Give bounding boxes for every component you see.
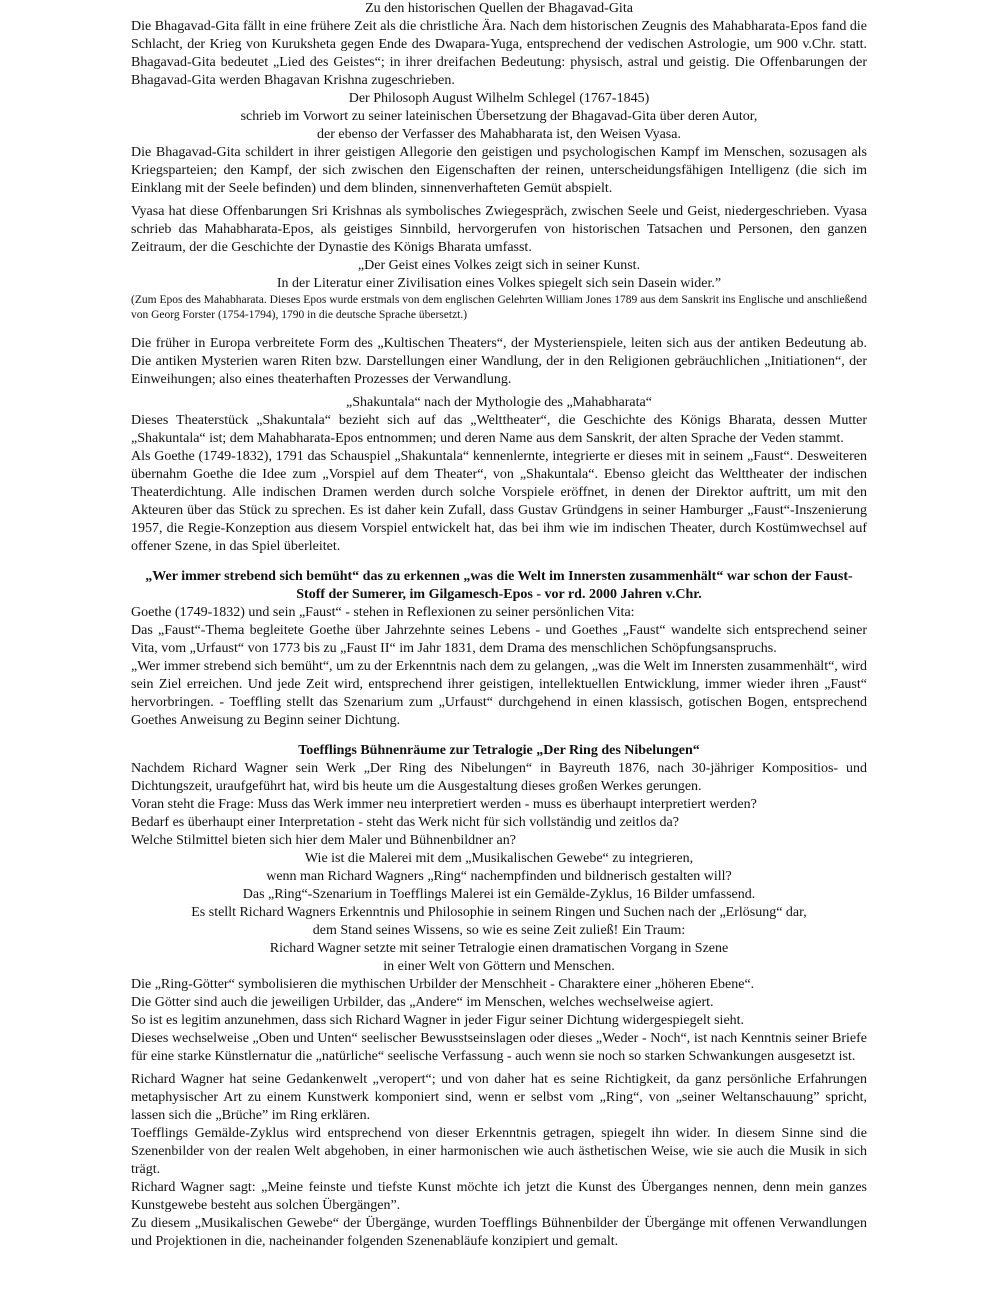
subtitle-shakuntala: „Shakuntala“ nach der Mythologie des „Mahabharata“ (346, 395, 652, 410)
centered-line: Wie ist die Malerei mit dem „Musikalischen Gewebe“ zu integrieren, (304, 851, 694, 866)
quote-line: In der Literatur einer Zivilisation eines Volkes spiegelt sich sein Dasein wider.” (276, 276, 722, 291)
quote-line: „Der Geist eines Volkes zeigt sich in seiner Kunst. (357, 258, 641, 273)
paragraph: Die Bhagavad-Gita fällt in eine frühere Zeit als die christliche Ära. Nach dem historischen Zeugnis des Mahabharata-Epos fand die Schlacht, der Krieg von Kuruksheta gegen Ende des Dwapara-Yuga, entsprechend der vedischen Astrologie, um 900 v.Chr. statt. Bhagavad-Gita bedeutet „Lied des Geistes“; in ihrer dreifachen Bedeutung: physisch, astral und geistig. Die Offenbarungen der Bhagavad-Gita werden Bhagavan Krishna zugeschrieben. (131, 19, 867, 88)
centered-line: Der Philosoph August Wilhelm Schlegel (1767-1845) (348, 91, 650, 106)
centered-line: Es stellt Richard Wagners Erkenntnis und Philosophie in seinem Ringen und Suchen nach der „Erlösung“ dar, (191, 905, 807, 920)
paragraph: Welche Stilmittel bieten sich hier dem Maler und Bühnenbildner an? (131, 833, 516, 848)
paragraph: Zu diesem „Musikalischen Gewebe“ der Übergänge, wurden Toefflings Bühnenbilder der Übergänge mit offenen Verwandlungen und Projektionen in die, nacheinander folgenden Szenenabläufe konzipiert und gemalt. (131, 1216, 867, 1249)
paragraph: Richard Wagner sagt: „Meine feinste und tiefste Kunst möchte ich jetzt die Kunst des Überganges nennen, denn mein ganzes Kunstgewebe besteht aus solchen Übergängen”. (131, 1180, 867, 1213)
paragraph: So ist es legitim anzunehmen, dass sich Richard Wagner in jeder Figur seiner Dichtung widergespiegelt sieht. (131, 1013, 745, 1028)
section-title-bhagavad-gita: Zu den historischen Quellen der Bhagavad-Gita (365, 1, 633, 16)
paragraph: Das „Faust“-Thema begleitete Goethe über Jahrzehnte seines Lebens - und Goethes „Faust“ wandelte sich entsprechend seiner Vita, vom „Urfaust“ von 1773 bis zu „Faust II“ im Jahr 1831, dem Drama des menschlichen Schöpfungsanspruchs. (131, 623, 867, 656)
document-page (131, 0, 867, 1251)
paragraph: Die „Ring-Götter“ symbolisieren die mythischen Urbilder der Menschheit - Charaktere einer „höheren Ebene“. (131, 977, 755, 992)
paragraph: Die früher in Europa verbreitete Form des „Kultischen Theaters“, der Mysterienspiele, leiten sich aus der antiken Bedeutung ab. Die antiken Mysterien waren Riten bzw. Darstellungen einer Wandlung, der in den Religionen gebräuchlichen „Initiationen“, der Einweihungen; also eines theaterhaften Prozesses der Verwandlung. (131, 336, 867, 387)
paragraph: Dieses wechselweise „Oben und Unten“ seelischer Bewusstseinslagen oder dieses „Weder - Noch“, ist nach Kenntnis seiner Briefe für eine starke Künstlernatur die „natürliche“ seelische Verfassung - auch wenn sie noch so starken Schwankungen ausgesetzt ist. (131, 1031, 867, 1064)
paragraph: Als Goethe (1749-1832), 1791 das Schauspiel „Shakuntala“ kennenlernte, integrierte er dieses mit in seinem „Faust“. Desweiteren übernahm Goethe die Idee zum „Vorspiel auf dem Theater“, von „Shakuntala“. Ebenso gleicht das Welttheater der indischen Theaterdichtung. Alle indischen Dramen werden durch solche Vorspiele eröffnet, in denen der Direktor auftritt, um mit den Akteuren über das Stück zu sprechen. Es ist daher kein Zufall, dass Gustav Gründgens in seiner Hamburger „Faust“-Inszenierung 1957, die Regie-Konzeption aus diesem Vorspiel entwickelt hat, das bei ihm wie im indischen Theater, durch Kostümwechsel auf offener Szene, in das Spiel überleitet. (131, 449, 867, 554)
centered-line: Richard Wagner setzte mit seiner Tetralogie einen dramatischen Vorgang in Szene (269, 941, 729, 956)
paragraph: Voran steht die Frage: Muss das Werk immer neu interpretiert werden - muss es überhaupt interpretiert werden? (131, 797, 757, 812)
centered-line: schrieb im Vorwort zu seiner lateinischen Übersetzung der Bhagavad-Gita über deren Autor, (240, 109, 758, 124)
footnote: (Zum Epos des Mahabharata. Dieses Epos wurde erstmals von dem englischen Gelehrten William Jones 1789 aus dem Sanskrit ins Englische und anschließend von Georg Forster (1754-1794), 1790 in die deutsche Sprache übersetzt.) (131, 294, 867, 321)
paragraph: Die Götter sind auch die jeweiligen Urbilder, das „Andere“ im Menschen, welches wechselweise agiert. (131, 995, 714, 1010)
paragraph: Vyasa hat diese Offenbarungen Sri Krishnas als symbolisches Zwiegespräch, zwischen Seele und Geist, niedergeschrieben. Vyasa schrieb das Mahabharata-Epos, als geistiges Sinnbild, hervorgerufen von historischen Tatsachen und Personen, den ganzen Zeitraum, der die Geschichte der Dynastie des Königs Bharata umfasst. (131, 204, 867, 255)
centered-line: der ebenso der Verfasser des Mahabharata ist, den Weisen Vyasa. (317, 127, 681, 142)
centered-line: wenn man Richard Wagners „Ring“ nachempfinden und bildnerisch gestalten will? (266, 869, 732, 884)
paragraph: Richard Wagner hat seine Gedankenwelt „veropert“; und von daher hat es seine Richtigkeit, da ganz persönliche Erfahrungen metaphysischer Art zu einem Kunstwerk komponiert sind, wenn er selbst vom „Ring“, von „seiner Weltanschauung” spricht, lassen sich die „Brüche” im Ring erklären. (131, 1072, 867, 1123)
paragraph: Bedarf es überhaupt einer Interpretation - steht das Werk nicht für sich vollständig und zeitlos da? (131, 815, 679, 830)
heading-faust: „Wer immer strebend sich bemüht“ das zu erkennen „was die Welt im Innersten zusammenhält“ war schon der Faust-Stoff der Sumerer, im Gilgamesch-Epos - vor rd. 2000 Jahren v.Chr. (145, 569, 853, 602)
paragraph: Nachdem Richard Wagner sein Werk „Der Ring des Nibelungen“ in Bayreuth 1876, nach 30-jähriger Kompositios- und Dichtungszeit, uraufgeführt hat, wird bis heute um die Ausgestaltung dieses großen Werkes gerungen. (131, 761, 867, 794)
paragraph: „Wer immer strebend sich bemüht“, um zu der Erkenntnis nach dem zu gelangen, „was die Welt im Innersten zusammenhält“, wird sein Ziel erreichen. Und jede Zeit wird, entsprechend ihrer geistigen, intellektuellen Entwicklung, immer wieder ihren „Faust“ hervorbringen. - Toeffling stellt das Szenarium zum „Urfaust“ durchgehend in einen klassisch, gotischen Bogen, entsprechend Goethes Anweisung zu Beginn seiner Dichtung. (131, 659, 867, 728)
centered-line: in einer Welt von Göttern und Menschen. (383, 959, 615, 974)
paragraph: Die Bhagavad-Gita schildert in ihrer geistigen Allegorie den geistigen und psychologischen Kampf im Menschen, sozusagen als Kriegsparteien; den Kampf, der sich zwischen den Eigenschaften der reinen, unterscheidungsfähigen Intelligenz (die sich im Einklang mit der Seele befinden) und dem blinden, sinnenverhafteten Gemüt abspielt. (131, 145, 867, 196)
centered-line: Das „Ring“-Szenarium in Toefflings Malerei ist ein Gemälde-Zyklus, 16 Bilder umfassend. (242, 887, 756, 902)
paragraph: Toefflings Gemälde-Zyklus wird entsprechend von dieser Erkenntnis getragen, spiegelt ihn wider. In diesem Sinne sind die Szenenbilder von der realen Welt abgehoben, in einer harmonischen wie auch ästhetischen Weise, wie sie auch die Musik in sich trägt. (131, 1126, 867, 1177)
paragraph: Goethe (1749-1832) und sein „Faust“ - stehen in Reflexionen zu seiner persönlichen Vita: (131, 605, 635, 620)
heading-ring: Toefflings Bühnenräume zur Tetralogie „Der Ring des Nibelungen“ (298, 743, 700, 758)
paragraph: Dieses Theaterstück „Shakuntala“ bezieht sich auf das „Welttheater“, die Geschichte des Königs Bharata, dessen Mutter „Shakuntala“ ist; dem Mahabharata-Epos entnommen; und deren Name aus dem Sanskrit, der alten Sprache der Veden stammt. (131, 413, 867, 446)
centered-line: dem Stand seines Wissens, so wie es seine Zeit zuließ! Ein Traum: (312, 923, 686, 938)
